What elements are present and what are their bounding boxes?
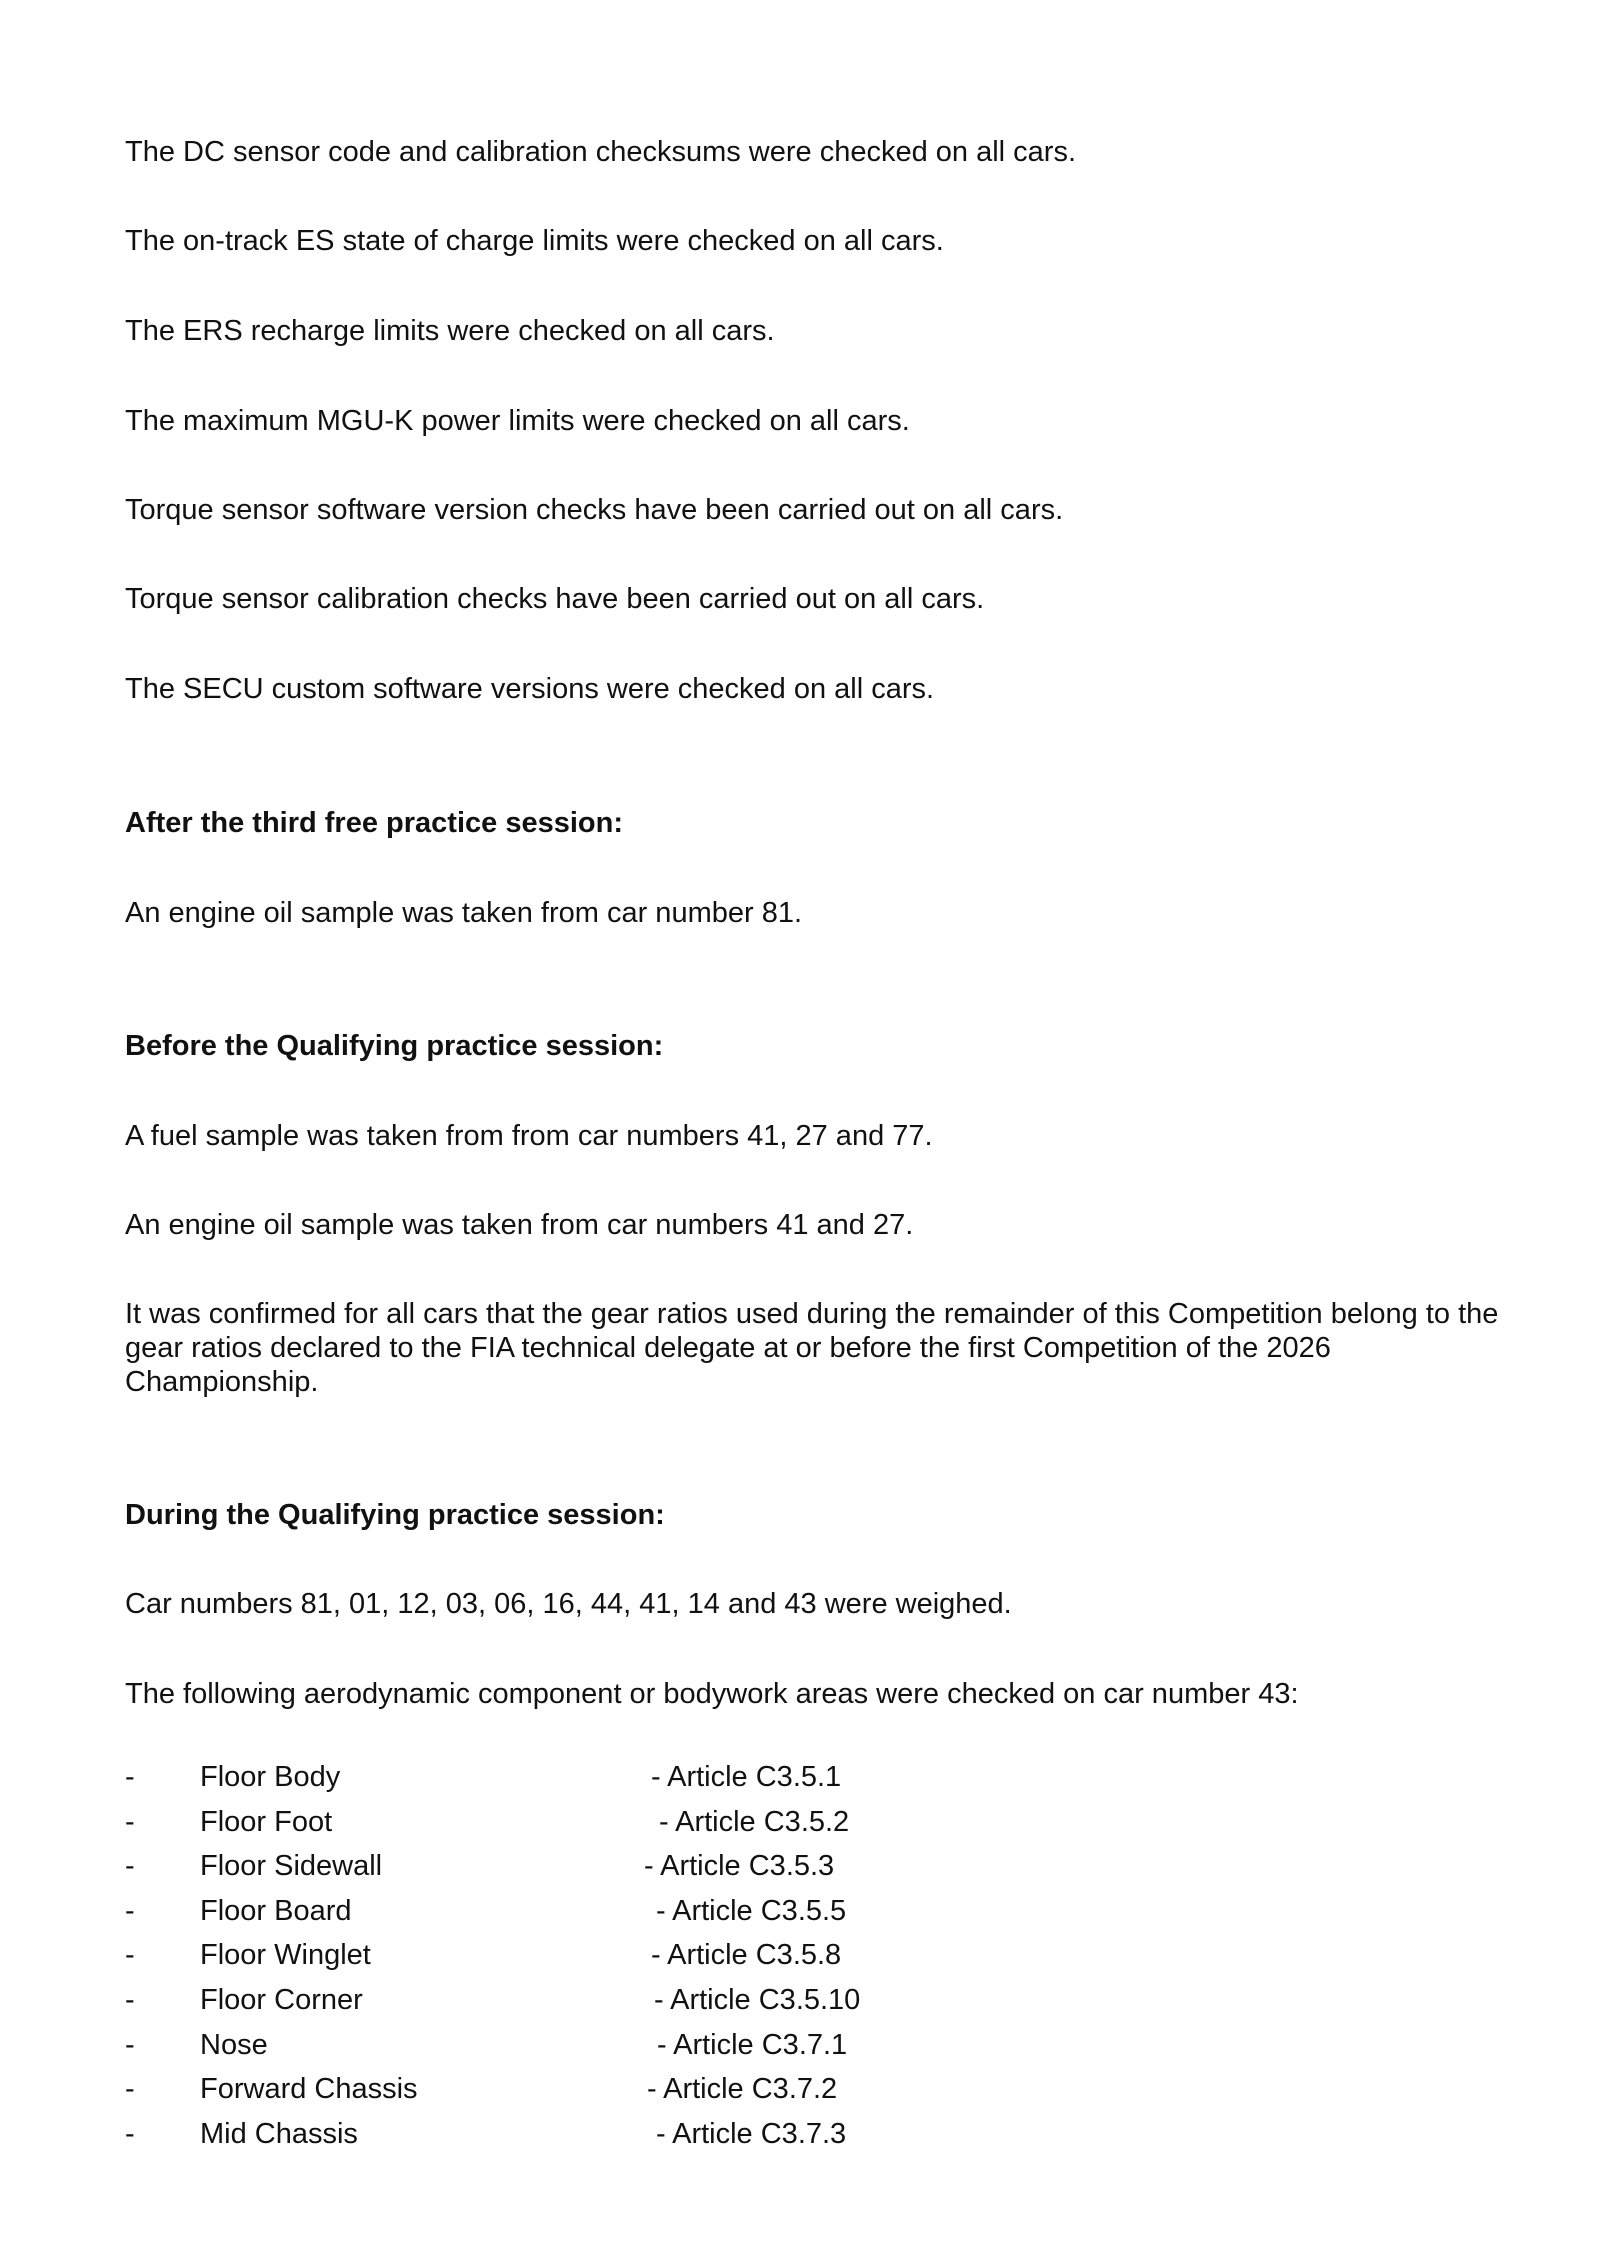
list-dash: - (125, 1983, 135, 2016)
weighed-cars-line: Car numbers 81, 01, 12, 03, 06, 16, 44, 41, 14 and 43 were weighed. (125, 1588, 1012, 1620)
component-name: Nose (200, 2028, 268, 2061)
list-item (125, 2028, 1025, 2073)
article-reference: - Article C3.5.1 (651, 1761, 842, 1793)
before-qualifying-heading: Before the Qualifying practice session: (125, 1030, 664, 1062)
torque-software-line: Torque sensor software version checks have been carried out on all cars. (125, 494, 1064, 526)
component-name: Floor Body (200, 1761, 341, 1793)
list-item (125, 1983, 1025, 2028)
component-name: Floor Board (200, 1894, 352, 1927)
component-name: Floor Corner (200, 1983, 363, 2016)
secu-software-line: The SECU custom software versions were checked on all cars. (125, 673, 935, 705)
torque-calibration-line: Torque sensor calibration checks have been carried out on all cars. (125, 583, 985, 615)
list-dash: - (125, 1939, 135, 1972)
article-reference: - Article C3.5.10 (654, 1983, 861, 2016)
list-item (125, 1938, 1025, 1983)
article-reference: - Article C3.7.2 (647, 2073, 838, 2106)
fp3-oil-sample-line: An engine oil sample was taken from car number 81. (125, 897, 803, 929)
aero-checks-intro: The following aerodynamic component or bodywork areas were checked on car number 43: (125, 1678, 1299, 1710)
list-dash: - (125, 1805, 135, 1838)
oil-sample-line: An engine oil sample was taken from car numbers 41 and 27. (125, 1209, 914, 1241)
es-state-of-charge-line: The on-track ES state of charge limits were checked on all cars. (125, 225, 944, 257)
component-name: Floor Sidewall (200, 1850, 383, 1883)
article-reference: - Article C3.7.3 (656, 2117, 847, 2150)
ers-recharge-line: The ERS recharge limits were checked on all cars. (125, 315, 775, 347)
article-reference: - Article C3.5.5 (656, 1894, 847, 1927)
aero-component-list (125, 1760, 1025, 2161)
component-name: Floor Winglet (200, 1939, 371, 1972)
list-dash: - (125, 1894, 135, 1927)
during-qualifying-heading: During the Qualifying practice session: (125, 1499, 665, 1531)
fuel-sample-line: A fuel sample was taken from from car numbers 41, 27 and 77. (125, 1120, 933, 1152)
article-reference: - Article C3.7.1 (657, 2028, 848, 2061)
list-item (125, 1805, 1025, 1850)
list-dash: - (125, 2028, 135, 2061)
list-item (125, 1894, 1025, 1939)
list-item (125, 2072, 1025, 2117)
article-reference: - Article C3.5.3 (644, 1850, 835, 1883)
list-dash: - (125, 2073, 135, 2106)
gear-ratios-paragraph: It was confirmed for all cars that the gear ratios used during the remainder of this Competition belong to the gear ratios declared to the FIA technical delegate at or before the first Competition of the 2026 Championship. (125, 1298, 1499, 1398)
list-item (125, 2117, 1025, 2162)
component-name: Floor Foot (200, 1805, 333, 1838)
article-reference: - Article C3.5.2 (659, 1805, 850, 1838)
list-item (125, 1760, 1025, 1805)
fp3-heading: After the third free practice session: (125, 807, 623, 839)
mguk-power-line: The maximum MGU-K power limits were checked on all cars. (125, 405, 910, 437)
list-dash: - (125, 2117, 135, 2150)
dc-sensor-line: The DC sensor code and calibration checksums were checked on all cars. (125, 136, 1077, 168)
list-dash: - (125, 1850, 135, 1883)
list-item (125, 1849, 1025, 1894)
component-name: Forward Chassis (200, 2073, 418, 2106)
article-reference: - Article C3.5.8 (651, 1939, 842, 1972)
component-name: Mid Chassis (200, 2117, 358, 2150)
list-dash: - (125, 1761, 135, 1793)
